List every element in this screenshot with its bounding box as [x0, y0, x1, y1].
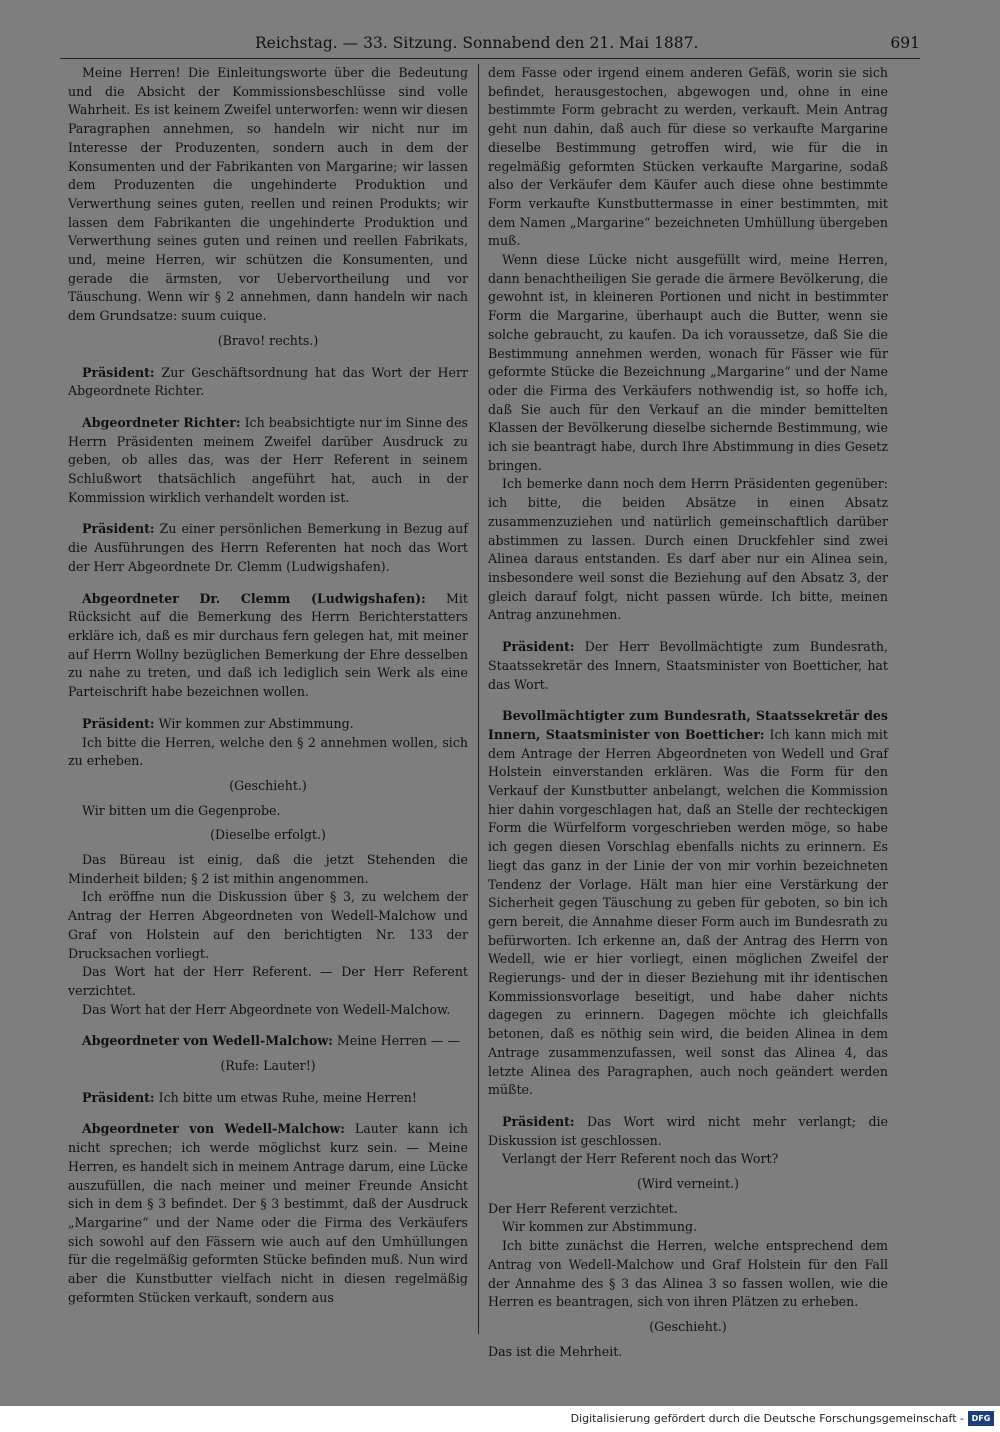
speaker-label: Präsident: — [82, 1089, 155, 1105]
paragraph: dem Fasse oder irgend einem anderen Gefäß, worin sie sich befindet, herausgestochen, abgewogen und, ohne in eine bestimmte Form gebracht zu werden, verkauft. Mein Antrag geht nun dahin, daß auch für diese so verkaufte Margarine dieselbe Bestimmung getroffen wird, wie für die in regelmäßig geformten Stücken verkaufte Margarine, sodaß also der Verkäufer dem Käufer auch diese ohne bestimmte Form verkaufte Kunstbuttermasse in einer bestimmten, mit dem Namen „Margarine“ bezeichneten Umhüllung übergeben muß. — [488, 65, 888, 249]
speaker-label: Präsident: — [82, 521, 155, 537]
stage-direction: (Geschieht.) — [229, 777, 307, 793]
paragraph: Wir kommen zur Abstimmung. — [502, 1219, 698, 1235]
speaker-label: Präsident: — [502, 639, 575, 655]
paragraph: Das ist die Mehrheit. — [488, 1343, 623, 1359]
paragraph: Präsident: Das Wort wird nicht mehr verlangt; die Diskussion ist geschlossen. — [488, 1113, 888, 1148]
column-divider — [478, 64, 479, 1334]
stage-direction: (Bravo! rechts.) — [217, 332, 319, 348]
left-column — [68, 64, 468, 1307]
paragraph: Verlangt der Herr Referent noch das Wort? — [502, 1151, 779, 1167]
paragraph: Abgeordneter von Wedell-Malchow: Meine Herren — — — [82, 1033, 461, 1049]
paragraph: Das Büreau ist einig, daß die jetzt Stehenden die Minderheit bilden; § 2 ist mithin angenommen. — [68, 852, 468, 886]
digitization-credit: Digitalisierung gefördert durch die Deutsche Forschungsgemeinschaft - — [570, 1412, 964, 1425]
paragraph: Wenn diese Lücke nicht ausgefüllt wird, meine Herren, dann benachtheiligen Sie gerade die ärmere Bevölkerung, die gewohnt ist, in kleineren Portionen und nicht in bestimmter Form die Margarine, überhaupt auch die Butter, wenn sie solche gebraucht, zu kaufen. Da ich voraussetze, daß Sie die Bestimmung annehmen werden, wonach für Fässer wie für geformte Stücke die Bezeichnung „Margarine“ und der Name oder die Firma des Verkäufers nothwendig ist, so hoffe ich, daß Sie auch für den Verkauf an die minder bemittelten Klassen der Bevölkerung dieselbe sichernde Bestimmung, wie ich sie beantragt habe, durch Ihre Abstimmung in dies Gesetz bringen. — [488, 252, 888, 473]
paragraph: Ich bemerke dann noch dem Herrn Präsidenten gegenüber: ich bitte, die beiden Absätze in einen Absatz zusammenzuziehen und natürlich gemeinschaftlich darüber abstimmen zu lassen. Durch einen Druckfehler sind zwei Alinea daraus entstanden. Es darf aber nur ein Alinea sein, insbesondere weil sonst die Beziehung auf den Absatz 3, der gleich darauf folgt, nicht passen würde. Ich bitte, meinen Antrag anzunehmen. — [488, 476, 888, 623]
stage-direction: (Geschieht.) — [649, 1319, 727, 1334]
paragraph: Wir bitten um die Gegenprobe. — [82, 802, 281, 818]
paragraph: Abgeordneter von Wedell-Malchow: Lauter kann ich nicht sprechen; ich werde möglichst kurz sein. — Meine Herren, es handelt sich in meinem Antrage darum, eine Lücke auszufüllen, die nach meiner und meiner Freunde Ansicht sich in dem § 3 befindet. Der § 3 bestimmt, daß der Ausdruck „Margarine“ und der Name oder die Firma des Verkäufers sich sowohl auf den Fässern wie auch auf den Umhüllungen für die regelmäßig geformten Stücke befinden muß. Nun wird aber die Kunstbutter vielfach nicht in diesen regelmäßig geformten Stücken verkauft, sondern aus — [68, 1121, 468, 1305]
dfg-logo: DFG — [968, 1411, 994, 1426]
paragraph: Präsident: Zur Geschäftsordnung hat das Wort der Herr Abgeordnete Richter. — [68, 364, 468, 399]
running-title: Reichstag. — 33. Sitzung. Sonnabend den 21. Mai 1887. — [255, 34, 699, 52]
stage-direction: (Rufe: Lauter!) — [220, 1058, 316, 1074]
speaker-label: Präsident: — [82, 715, 155, 731]
speaker-label: Abgeordneter Richter: — [82, 414, 241, 430]
speaker-label: Präsident: — [502, 1113, 575, 1129]
paragraph: Das Wort hat der Herr Referent. — Der Herr Referent verzichtet. — [68, 964, 468, 998]
paragraph: Abgeordneter Dr. Clemm (Ludwigshafen): Mit Rücksicht auf die Bemerkung des Herrn Berichterstatters erkläre ich, daß es mir durchaus fern gelegen hat, mit meiner auf Herrn Wollny bezüglichen Bemerkung der Ehre desselben zu nahe zu treten, und daß ich lediglich sein Werk als eine Parteischrift habe bezeichnen wollen. — [68, 590, 468, 700]
stage-direction: (Dieselbe erfolgt.) — [210, 827, 326, 843]
paragraph: Ich bitte zunächst die Herren, welche entsprechend dem Antrag von Wedell-Malchow und Graf Holstein für den Fall der Annahme des § 3 das Alinea 3 so fassen wollen, wie die Herren es beantragen, sich von ihren Plätzen zu erheben. — [488, 1238, 888, 1310]
paragraph: Bevollmächtigter zum Bundesrath, Staatssekretär des Innern, Staatsminister von Boetticher: Ich kann mich mit dem Antrage der Herren Abgeordneten von Wedell und Graf Holstein einverstanden erklären. Was die Form für den Verkauf der Kunstbutter anbelangt, welchen die Kommission hier dahin vorgeschlagen hat, daß an Stelle der rechteckigen Form die Würfelform vorgeschrieben werden möge, so habe ich gegen diesen Vorschlag ebenfalls nichts zu erinnern. Es liegt das ganz in der Linie der von mir vorhin bezeichneten Tendenz der Vorlage. Hält man hier eine Verstärkung der Sicherheit gegen Täuschung zu geben für geboten, so bin ich gern bereit, die Annahme dieser Form auch im Bundesrath zu befürworten. Ich erkenne an, daß der Antrag des Herrn von Wedell, wie er hier vorliegt, einen möglichen Zweifel der Regierungs- und der in dieser Beziehung mit ihr identischen Kommissionsvorlage beseitigt, und habe daher nichts dagegen zu erinnern. Dagegen möchte ich gleichfalls betonen, daß es nöthig sein wird, die beiden Alinea in dem Antrage zusammenzufassen, weil sonst das Alinea 4, das letzte Alinea des Paragraphen, auch noch geändert werden müßte. — [488, 708, 888, 1098]
paragraph: Ich bitte die Herren, welche den § 2 annehmen wollen, sich zu erheben. — [68, 734, 468, 769]
paragraph: Präsident: Der Herr Bevollmächtigte zum Bundesrath, Staatssekretär des Innern, Staatsminister von Boetticher, hat das Wort. — [488, 639, 888, 692]
paragraph: Ich eröffne nun die Diskussion über § 3, zu welchem der Antrag der Herren Abgeordneten von Wedell-Malchow und Graf von Holstein auf den berichtigten Nr. 133 der Drucksachen vorliegt. — [68, 889, 468, 961]
header-rule — [60, 58, 920, 59]
speaker-label: Bevollmächtigter zum Bundesrath, Staatssekretär des Innern, Staatsminister von Boetticher: — [488, 708, 888, 742]
paragraph: Der Herr Referent verzichtet. — [488, 1200, 678, 1216]
paragraph: Präsident: Wir kommen zur Abstimmung. — [82, 715, 354, 731]
page-number: 691 — [890, 34, 920, 52]
page-header — [60, 34, 920, 58]
speaker-label: Präsident: — [82, 364, 155, 380]
speaker-label: Abgeordneter Dr. Clemm (Ludwigshafen): — [82, 590, 426, 606]
paragraph: Präsident: Zu einer persönlichen Bemerkung in Bezug auf die Ausführungen des Herrn Referenten hat noch das Wort der Herr Abgeordnete Dr. Clemm (Ludwigshafen). — [68, 521, 468, 574]
paragraph: Das Wort hat der Herr Abgeordnete von Wedell-Malchow. — [82, 1001, 451, 1017]
page-footer — [0, 1406, 1000, 1432]
paragraph: Abgeordneter Richter: Ich beabsichtigte nur im Sinne des Herrn Präsidenten meinem Zweifel darüber Ausdruck zu geben, ob alles das, was der Herr Referent in seinem Schlußwort thatsächlich angeführt hat, auch in der Kommission wirklich verhandelt worden ist. — [68, 414, 468, 505]
paragraph: Präsident: Ich bitte um etwas Ruhe, meine Herren! — [82, 1089, 417, 1105]
right-column — [488, 64, 888, 1361]
paragraph: Meine Herren! Die Einleitungsworte über die Bedeutung und die Absicht der Kommissionsbeschlüsse sind volle Wahrheit. Es ist keinem Zweifel unterworfen: wenn wir diesen Paragraphen annehmen, so handeln wir nicht nur im Interesse der Produzenten, sondern auch in dem der Konsumenten und der Fabrikanten von Margarine; wir lassen dem Produzenten die ungehinderte Produktion und Verwerthung seines guten, reellen und reinen Produkts; wir lassen dem Fabrikanten die ungehinderte Produktion und Verwerthung seines guten und reinen und reellen Fabrikats, und, meine Herren, wir schützen die Konsumenten, und gerade die ärmsten, vor Uebervortheilung und vor Täuschung. Wenn wir § 2 annehmen, dann handeln wir nach dem Grundsatze: suum cuique. — [68, 65, 468, 324]
speaker-label: Abgeordneter von Wedell-Malchow: — [82, 1121, 345, 1137]
speaker-label: Abgeordneter von Wedell-Malchow: — [82, 1033, 333, 1049]
stage-direction: (Wird verneint.) — [636, 1176, 740, 1192]
